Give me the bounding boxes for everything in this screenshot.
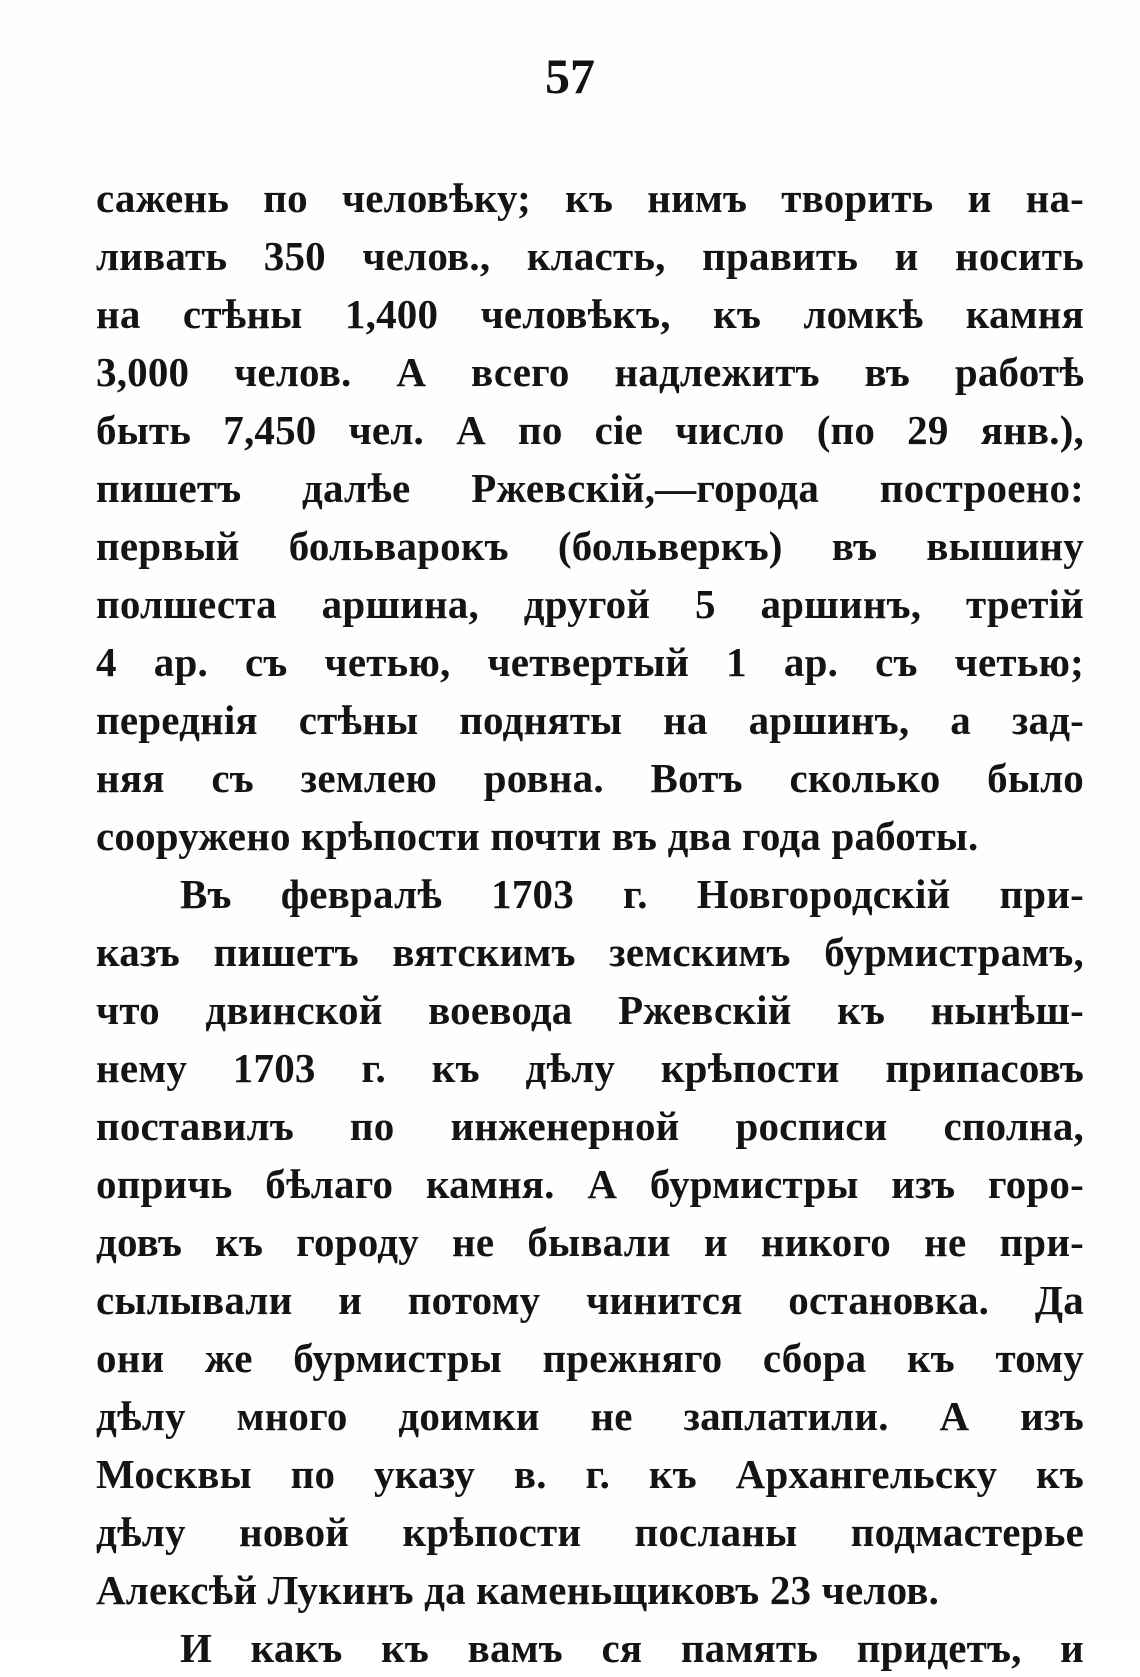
text-line: дѣлу много доимки не заплатили. А изъ xyxy=(96,1393,1084,1439)
text-line: быть 7,450 чел. А по сіе число (по 29 янв.), xyxy=(96,407,1084,453)
text-line: 4 ар. съ четью, четвертый 1 ар. съ четью; xyxy=(96,639,1084,685)
text-line: сылывали и потому чинится остановка. Да xyxy=(96,1277,1084,1323)
text-line: опричь бѣлаго камня. А бурмистры изъ горо- xyxy=(96,1161,1084,1207)
page-number: 57 xyxy=(545,48,595,104)
text-line: Въ февралѣ 1703 г. Новгородскій при- xyxy=(180,871,1084,917)
text-line: полшеста аршина, другой 5 аршинъ, третій xyxy=(96,581,1084,627)
text-body xyxy=(96,169,1084,1677)
text-line: первый больварокъ (больверкъ) въ вышину xyxy=(96,523,1084,569)
text-line: Москвы по указу в. г. къ Архангельску къ xyxy=(96,1451,1084,1497)
text-line: переднія стѣны подняты на аршинъ, а зад- xyxy=(96,697,1084,743)
text-line: сажень по человѣку; къ нимъ творить и на- xyxy=(96,175,1084,221)
text-line: довъ къ городу не бывали и никого не при- xyxy=(96,1219,1084,1265)
text-line: пишетъ далѣе Ржевскій,—города построено: xyxy=(96,465,1084,511)
text-line: ливать 350 челов., класть, править и носить xyxy=(96,233,1084,279)
text-line: казъ пишетъ вятскимъ земскимъ бурмистрамъ, xyxy=(96,929,1084,975)
text-line: нему 1703 г. къ дѣлу крѣпости припасовъ xyxy=(96,1045,1084,1091)
text-line: они же бурмистры прежняго сбора къ тому xyxy=(96,1335,1084,1381)
text-line: И какъ къ вамъ ся память придетъ, и xyxy=(180,1625,1084,1671)
text-line: дѣлу новой крѣпости посланы подмастерье xyxy=(96,1509,1084,1555)
text-line: что двинской воевода Ржевскій къ нынѣш- xyxy=(96,987,1084,1033)
text-line: няя съ землею ровна. Вотъ сколько было xyxy=(96,755,1084,801)
text-line: сооружено крѣпости почти въ два года работы. xyxy=(96,813,979,859)
text-line: 3,000 челов. А всего надлежитъ въ работѣ xyxy=(96,349,1084,395)
text-line: на стѣны 1,400 человѣкъ, къ ломкѣ камня xyxy=(96,291,1084,337)
text-line: Алексѣй Лукинъ да каменьщиковъ 23 челов. xyxy=(96,1567,940,1613)
text-line: поставилъ по инженерной росписи сполна, xyxy=(96,1103,1084,1149)
